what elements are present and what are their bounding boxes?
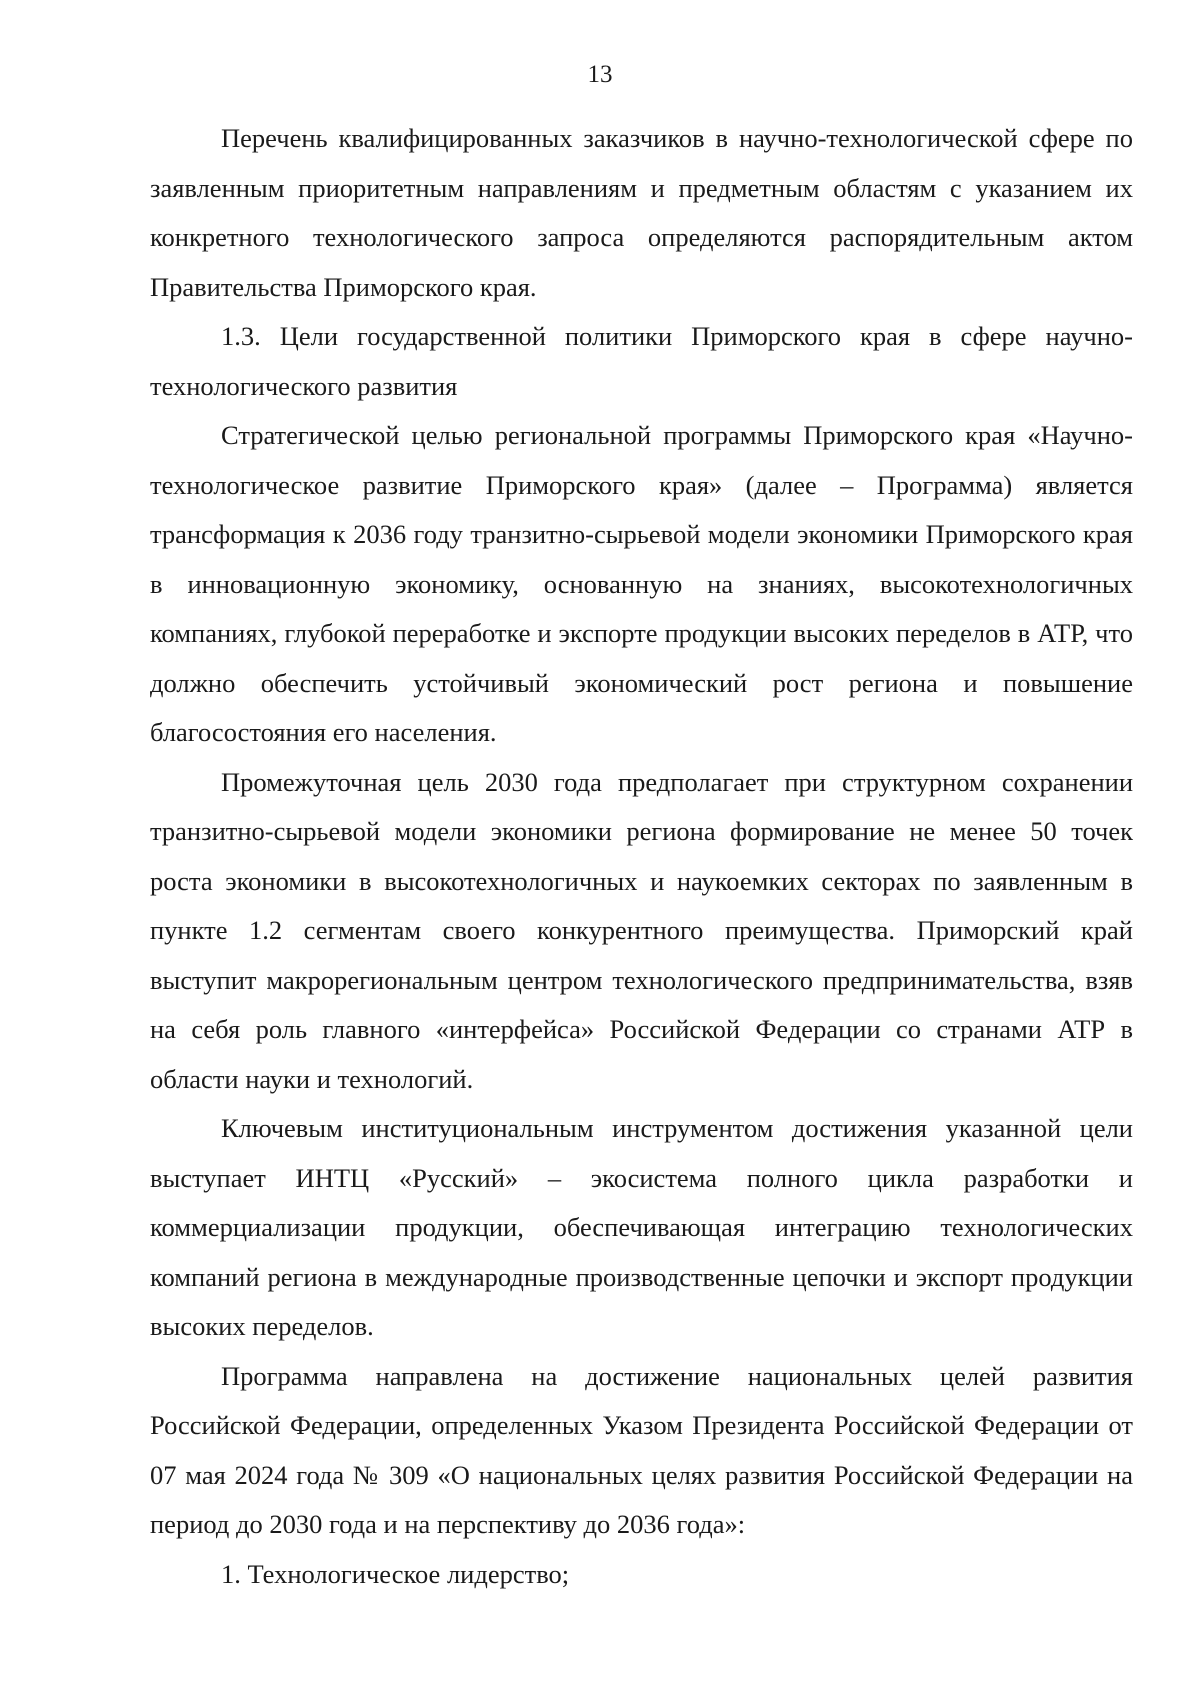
paragraph-intermediate-goal: Промежуточная цель 2030 года предполагает при структурном сохранении транзитно-сырьевой модели экономики региона формирование не менее 50 точек роста экономики в высокотехнологичных и наукоемких секторах по заявленным в пункте 1.2 сегментам своего конкурентного преимущества. Приморский край выступит макрорегиональным центром технологического предпринимательства, взяв на себя роль главного «интерфейса» Российской Федерации со странами АТР в области науки и технологий.: [150, 766, 1133, 1094]
page-number: 13: [587, 61, 613, 88]
paragraph-customers-list: Перечень квалифицированных заказчиков в научно-технологической сфере по заявленным приоритетным направлениям и предметным областям с указанием их конкретного технологического запроса определяются распорядительным актом Правительства Приморского края.: [150, 123, 1133, 302]
document-body: [150, 114, 1133, 1599]
list-item: 1. Технологическое лидерство;: [221, 1558, 570, 1589]
section-heading-goals: 1.3. Цели государственной политики Приморского края в сфере научно-технологического развития: [150, 321, 1133, 401]
paragraph-strategic-goal: Стратегической целью региональной программы Приморского края «Научно-технологическое развитие Приморского края» (далее – Программа) является трансформация к 2036 году транзитно-сырьевой модели экономики Приморского края в инновационную экономику, основанную на знаниях, высокотехнологичных компаниях, глубокой переработке и экспорте продукции высоких переделов в АТР, что должно обеспечить устойчивый экономический рост региона и повышение благосостояния его населения.: [150, 420, 1133, 747]
paragraph-key-instrument: Ключевым институциональным инструментом достижения указанной цели выступает ИНТЦ «Русский» – экосистема полного цикла разработки и коммерциализации продукции, обеспечивающая интеграцию технологических компаний региона в международные производственные цепочки и экспорт продукции высоких переделов.: [150, 1113, 1133, 1341]
paragraph-national-goals: Программа направлена на достижение национальных целей развития Российской Федерации, определенных Указом Президента Российской Федерации от 07 мая 2024 года № 309 «О национальных целях развития Российской Федерации на период до 2030 года и на перспективу до 2036 года»:: [150, 1360, 1133, 1539]
